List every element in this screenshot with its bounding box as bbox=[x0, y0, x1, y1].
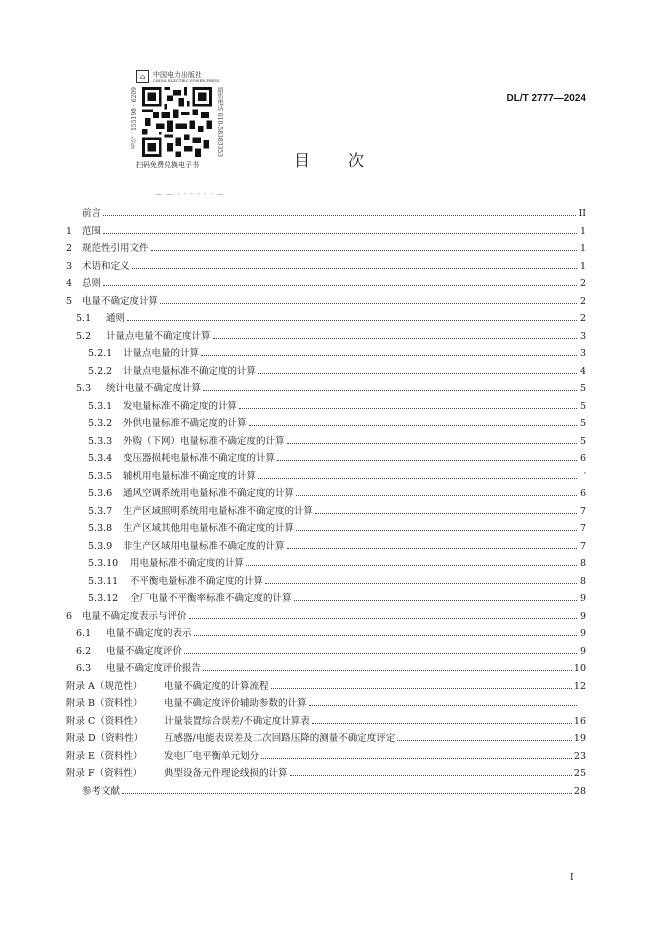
publisher-name: 中国电力出版社 bbox=[153, 70, 202, 79]
toc-entry-title: 电量不确定度评价报告 bbox=[106, 663, 202, 674]
toc-entry-number: 6.3 bbox=[76, 663, 92, 674]
toc-entry[interactable] bbox=[66, 485, 586, 503]
toc-leader-dots bbox=[103, 232, 577, 234]
toc-entry[interactable] bbox=[66, 538, 586, 556]
toc-leader-dots bbox=[122, 792, 572, 794]
toc-entry-number: 6.2 bbox=[76, 645, 92, 657]
toc-entry-title: 用电量标准不确定度的计算 bbox=[130, 558, 245, 569]
toc-leader-dots bbox=[294, 599, 577, 601]
toc-leader-dots bbox=[258, 477, 577, 479]
publisher-logo-text-group bbox=[153, 71, 220, 83]
toc-entry-title: 互感器/电能表误差及二次回路压降的测量不确定度评定 bbox=[164, 733, 396, 744]
toc-leader-dots bbox=[127, 319, 577, 321]
toc-entry-number: 6.1 bbox=[76, 628, 92, 639]
toc-entry[interactable] bbox=[66, 363, 586, 381]
toc-leader-dots bbox=[203, 669, 572, 671]
toc-leader-dots bbox=[296, 529, 577, 531]
toc-leader-dots bbox=[397, 739, 572, 741]
toc-entry-number: 附录 A（规范性） bbox=[66, 680, 143, 692]
toc-entry-page: 9 bbox=[579, 628, 586, 639]
qr-row bbox=[130, 87, 240, 157]
toc-leader-dots bbox=[290, 774, 572, 776]
toc-entry[interactable] bbox=[66, 345, 586, 363]
toc-leader-dots bbox=[309, 704, 577, 706]
toc-entry[interactable] bbox=[66, 503, 586, 521]
toc-entry-page: 23 bbox=[573, 750, 586, 762]
dash-marks: — — - - - - - - — bbox=[155, 190, 225, 198]
toc-leader-dots bbox=[194, 634, 577, 636]
toc-entry-title: 非生产区域用电量标准不确定度的计算 bbox=[123, 540, 285, 552]
toc-leader-dots bbox=[249, 424, 577, 426]
toc-entry[interactable] bbox=[66, 398, 586, 416]
toc-entry-title: 参考文献 bbox=[82, 785, 121, 797]
toc-entry-title: 计量点电量不确定度计算 bbox=[106, 330, 211, 342]
toc-entry[interactable] bbox=[66, 765, 586, 783]
toc-leader-dots bbox=[103, 214, 576, 216]
toc-entry-number: 附录 F（资料性） bbox=[66, 768, 143, 779]
toc-entry-number: 2 bbox=[66, 243, 73, 254]
toc-entry-page: 5 bbox=[579, 400, 586, 412]
toc-leader-dots bbox=[151, 249, 577, 251]
toc-entry-title: 规范性引用文件 bbox=[82, 243, 149, 254]
toc-leader-dots bbox=[103, 284, 577, 286]
toc-entry[interactable] bbox=[66, 415, 586, 433]
publisher-qr-block bbox=[130, 70, 240, 170]
toc-entry-page: 5 bbox=[579, 418, 586, 429]
toc-entry-page: 2 bbox=[579, 313, 586, 324]
toc-entry-page: II bbox=[578, 208, 586, 219]
toc-entry-page: 9 bbox=[579, 610, 586, 622]
page-number: I bbox=[570, 873, 574, 883]
toc-entry[interactable] bbox=[66, 643, 586, 661]
toc-entry-title: 电量不确定度的计算流程 bbox=[164, 680, 269, 692]
toc-entry-title: 术语和定义 bbox=[82, 260, 130, 272]
toc-entry-number: 5.3.1 bbox=[88, 400, 113, 412]
toc-entry-title: 电量不确定度评价 bbox=[106, 645, 183, 657]
toc-entry-page: 5 bbox=[579, 435, 586, 447]
toc-entry-page: 7 bbox=[579, 540, 586, 552]
toc-entry-page: 1 bbox=[579, 225, 586, 237]
toc-entry[interactable] bbox=[66, 450, 586, 468]
toc-entry[interactable] bbox=[66, 258, 586, 276]
toc-entry-title: 辅机用电量标准不确定度的计算 bbox=[123, 470, 257, 482]
toc-entry-number: 6 bbox=[66, 610, 73, 622]
book-number: 书号：155198 · 6209 bbox=[131, 87, 138, 149]
document-code: DL/T 2777—2024 bbox=[506, 93, 586, 104]
toc-entry[interactable] bbox=[66, 625, 586, 643]
toc-entry-title: 电量不确定度表示与评价 bbox=[82, 610, 187, 622]
publisher-name-en: CHINA ELECTRIC POWER PRESS bbox=[153, 78, 220, 83]
toc-entry-number: 附录 C（资料性） bbox=[66, 715, 143, 727]
toc-entry-title: 外供电量标准不确定度的计算 bbox=[123, 418, 247, 429]
toc-leader-dots bbox=[184, 652, 577, 654]
toc-entry[interactable] bbox=[66, 468, 586, 486]
toc-leader-dots bbox=[287, 442, 577, 444]
toc-entry-page: 1 bbox=[579, 260, 586, 272]
toc-entry-number: 5.3.3 bbox=[88, 435, 113, 447]
toc-entry[interactable] bbox=[66, 275, 586, 293]
toc-entry-number: 5.2.1 bbox=[88, 348, 113, 359]
toc-entry-number: 3 bbox=[66, 260, 73, 272]
toc-entry-page: 28 bbox=[573, 785, 586, 797]
toc-entry-page: 6 bbox=[579, 488, 586, 499]
toc-entry-page: 8 bbox=[579, 575, 586, 587]
toc-entry-number: 1 bbox=[66, 225, 73, 237]
toc-entry-number: 附录 D（资料性） bbox=[66, 733, 144, 744]
toc-entry[interactable] bbox=[66, 240, 586, 258]
toc-leader-dots bbox=[271, 687, 572, 689]
toc-entry-page: 7 bbox=[579, 523, 586, 534]
toc-entry-page: 2 bbox=[579, 295, 586, 307]
toc-leader-dots bbox=[265, 582, 577, 584]
toc-entry-number: 附录 B（资料性） bbox=[66, 698, 143, 709]
toc-entry-title: 通则 bbox=[106, 313, 126, 324]
toc-entry-title: 电量不确定度计算 bbox=[82, 295, 159, 307]
toc-leader-dots bbox=[296, 494, 577, 496]
toc-entry[interactable] bbox=[66, 660, 586, 678]
toc-entry[interactable] bbox=[66, 748, 586, 766]
toc-entry-title: 典型设备元件理论线损的计算 bbox=[164, 768, 288, 779]
toc-entry[interactable] bbox=[66, 590, 586, 608]
toc-leader-dots bbox=[277, 459, 577, 461]
toc-leader-dots bbox=[287, 547, 577, 549]
toc-entry-page: 5 bbox=[579, 383, 586, 394]
sales-phone: 销售电话 010-58383353 bbox=[216, 87, 223, 157]
toc-entry-number: 5.3.12 bbox=[88, 593, 119, 604]
toc-entry[interactable] bbox=[66, 328, 586, 346]
toc-title: 目次 bbox=[294, 151, 403, 170]
toc-entry[interactable] bbox=[66, 205, 586, 223]
toc-entry[interactable] bbox=[66, 695, 586, 713]
toc-leader-dots bbox=[189, 617, 577, 619]
toc-entry-title: 总则 bbox=[82, 278, 102, 289]
toc-entry-page: 7 bbox=[579, 505, 586, 517]
toc-entry-title: 发电量标准不确定度的计算 bbox=[123, 400, 238, 412]
toc-entry-number: 5.3.11 bbox=[88, 575, 119, 587]
toc-leader-dots bbox=[203, 389, 577, 391]
toc-entry-number: 5.3.2 bbox=[88, 418, 113, 429]
toc-leader-dots bbox=[132, 267, 577, 269]
toc-leader-dots bbox=[246, 564, 577, 566]
toc-entry-number: 5.3.7 bbox=[88, 505, 113, 517]
toc-entry-page: 3 bbox=[579, 330, 586, 342]
toc-entry-page: 4 bbox=[579, 365, 586, 377]
table-of-contents bbox=[66, 205, 586, 800]
publisher-logo bbox=[136, 70, 240, 83]
toc-entry-page: 6 bbox=[579, 453, 586, 464]
toc-entry-number: 5.3.9 bbox=[88, 540, 113, 552]
toc-entry-page: 9 bbox=[579, 593, 586, 604]
toc-entry[interactable] bbox=[66, 573, 586, 591]
toc-entry-title: 生产区域其他用电量标准不确定度的计算 bbox=[123, 523, 295, 534]
toc-entry-title: 电量不确定度的表示 bbox=[106, 628, 192, 639]
toc-entry[interactable] bbox=[66, 783, 586, 801]
toc-leader-dots bbox=[315, 512, 577, 514]
toc-entry-number: 5.2.2 bbox=[88, 365, 113, 377]
toc-entry-title: 计量装置综合误差/不确定度计算表 bbox=[164, 715, 310, 727]
toc-entry[interactable] bbox=[66, 380, 586, 398]
toc-leader-dots bbox=[213, 337, 577, 339]
toc-entry-number: 5.3.10 bbox=[88, 558, 119, 569]
toc-entry-title: 变压器损耗电量标准不确定度的计算 bbox=[123, 453, 276, 464]
toc-entry-number: 5.3.4 bbox=[88, 453, 113, 464]
toc-entry-page: 19 bbox=[573, 733, 586, 744]
toc-entry-number: 5 bbox=[66, 295, 73, 307]
toc-entry-title: 生产区域照明系统用电量标准不确定度的计算 bbox=[123, 505, 314, 517]
toc-entry-page: 2 bbox=[579, 278, 586, 289]
toc-entry-page: 16 bbox=[573, 715, 586, 727]
toc-entry-title: 计量点电量标准不确定度的计算 bbox=[123, 365, 257, 377]
toc-entry-title: 计量点电量的计算 bbox=[123, 348, 200, 359]
toc-entry[interactable] bbox=[66, 608, 586, 626]
toc-entry[interactable] bbox=[66, 678, 586, 696]
toc-entry[interactable] bbox=[66, 293, 586, 311]
toc-entry-page: 12 bbox=[573, 680, 586, 692]
toc-entry-title: 发电厂电平衡单元划分 bbox=[164, 750, 260, 762]
toc-entry-page: ′ bbox=[583, 470, 586, 482]
toc-entry-title: 前言 bbox=[82, 208, 102, 219]
toc-entry-title: 通风空调系统用电量标准不确定度的计算 bbox=[123, 488, 295, 499]
toc-entry-title: 统计电量不确定度计算 bbox=[106, 383, 202, 394]
scan-caption: 扫码免费兑换电子书 bbox=[136, 161, 199, 169]
toc-entry-page: 1 bbox=[579, 243, 586, 254]
toc-entry-page: 25 bbox=[573, 768, 586, 779]
toc-entry-page: 10 bbox=[573, 663, 586, 674]
toc-entry-title: 全厂电量不平衡率标准不确定度的计算 bbox=[130, 593, 292, 604]
toc-entry-title: 电量不确定度评价辅助参数的计算 bbox=[164, 698, 307, 709]
toc-entry-number: 5.3 bbox=[76, 383, 92, 394]
toc-entry-number: 5.2 bbox=[76, 330, 92, 342]
publisher-logo-icon: ⌂ bbox=[136, 70, 149, 83]
toc-leader-dots bbox=[261, 757, 572, 759]
toc-leader-dots bbox=[312, 722, 572, 724]
toc-leader-dots bbox=[160, 302, 577, 304]
toc-entry-number: 附录 E（资料性） bbox=[66, 750, 143, 762]
toc-entry[interactable] bbox=[66, 433, 586, 451]
toc-leader-dots bbox=[201, 354, 577, 356]
toc-entry-page: 3 bbox=[579, 348, 586, 359]
toc-leader-dots bbox=[258, 372, 577, 374]
toc-entry[interactable] bbox=[66, 223, 586, 241]
toc-entry-title: 范围 bbox=[82, 225, 102, 237]
toc-entry-number: 5.1 bbox=[76, 313, 92, 324]
toc-leader-dots bbox=[239, 407, 577, 409]
toc-entry[interactable] bbox=[66, 555, 586, 573]
toc-entry[interactable] bbox=[66, 713, 586, 731]
toc-entry-title: 不平衡电量标准不确定度的计算 bbox=[130, 575, 264, 587]
toc-entry[interactable] bbox=[66, 730, 586, 748]
toc-entry-title: 外购（下网）电量标准不确定度的计算 bbox=[123, 435, 285, 447]
toc-entry-number: 5.3.8 bbox=[88, 523, 113, 534]
toc-entry-number: 5.3.6 bbox=[88, 488, 113, 499]
toc-entry-page: 9 bbox=[579, 645, 586, 657]
toc-entry[interactable] bbox=[66, 310, 586, 328]
toc-entry-number: 4 bbox=[66, 278, 73, 289]
toc-entry-page: 8 bbox=[579, 558, 586, 569]
qr-code-icon[interactable] bbox=[142, 87, 212, 157]
toc-entry[interactable] bbox=[66, 520, 586, 538]
toc-entry-number: 5.3.5 bbox=[88, 470, 113, 482]
